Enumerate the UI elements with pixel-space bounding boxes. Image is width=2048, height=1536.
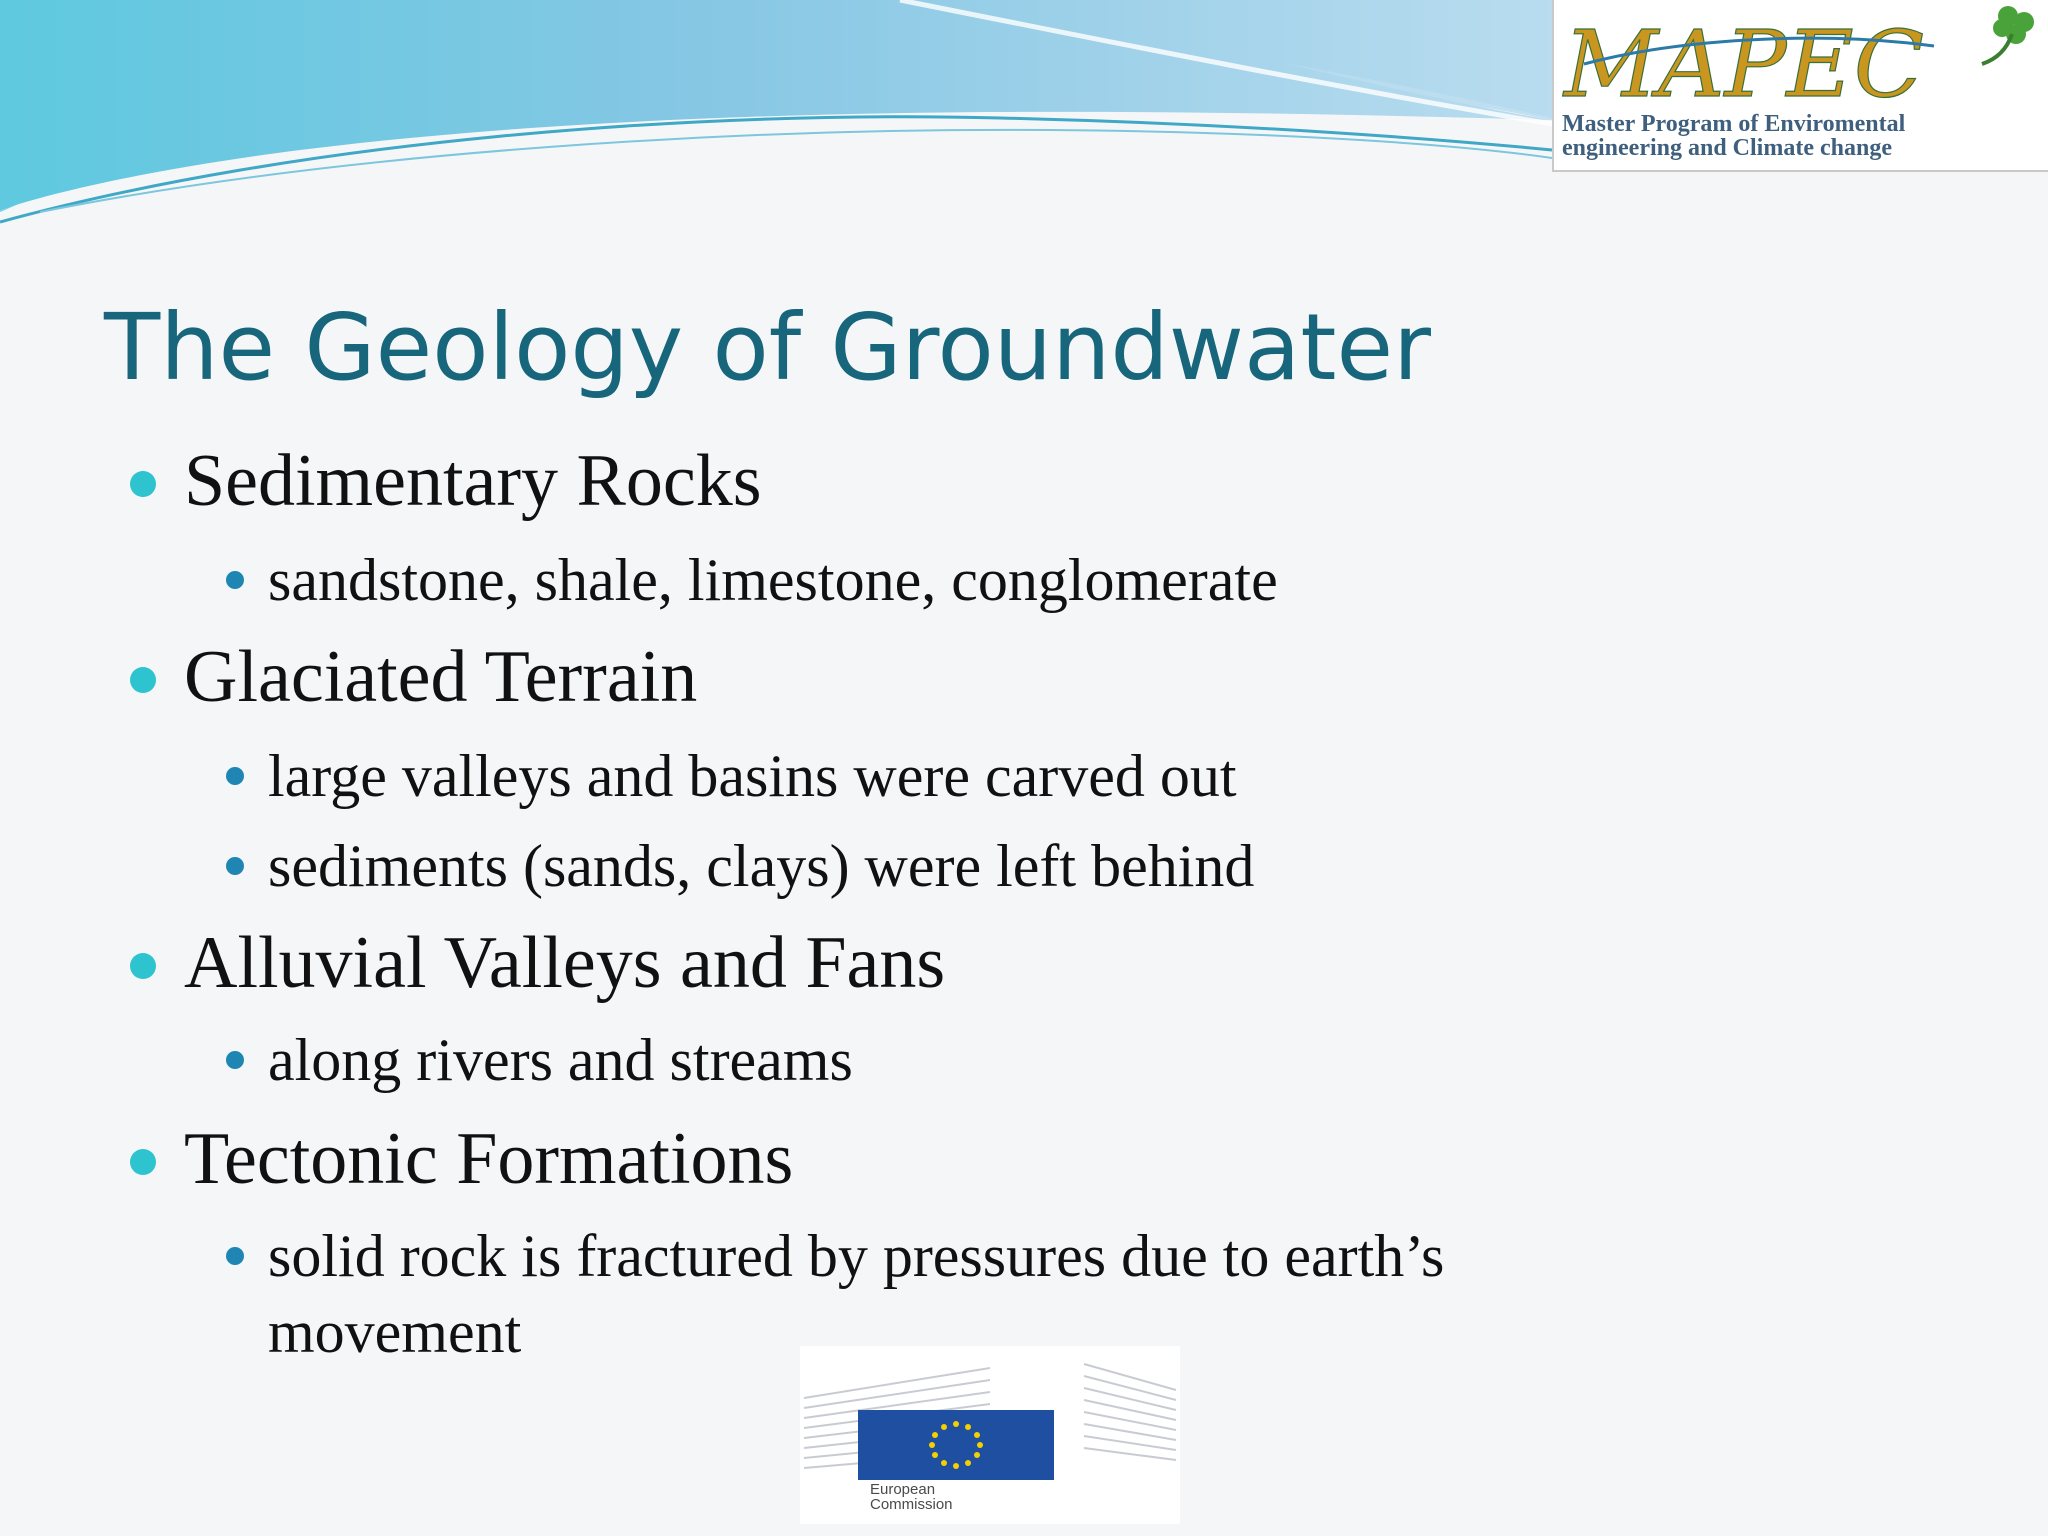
bullet-dot-icon <box>130 1149 156 1175</box>
bullet-text: along rivers and streams <box>268 1027 853 1093</box>
sub-bullet-rivers-streams <box>268 1022 853 1098</box>
bullet-glaciated-terrain <box>184 634 697 720</box>
bullet-text: Alluvial Valleys and Fans <box>184 922 946 1004</box>
bullet-dot-icon <box>130 471 156 497</box>
bullet-dot-icon <box>130 953 156 979</box>
bullet-text: Tectonic Formations <box>184 1118 794 1200</box>
bullet-dot-icon <box>226 1051 244 1069</box>
sub-bullet-sedimentary-examples <box>268 542 1278 618</box>
bullet-text: solid rock is fractured by pressures due to earth’s <box>268 1223 1445 1289</box>
bullet-text: large valleys and basins were carved out <box>268 743 1237 809</box>
mapec-wordmark-text: MAPEC <box>1564 11 1925 112</box>
bullet-text: Sedimentary Rocks <box>184 440 762 522</box>
mapec-subtitle <box>1562 112 2042 160</box>
ec-wordmark <box>870 1482 1020 1512</box>
european-commission-logo <box>800 1346 1180 1524</box>
mapec-logo <box>1552 0 2048 172</box>
mapec-subtitle-line2: engineering and Climate change <box>1562 135 1892 161</box>
sub-bullet-fractured-rock <box>268 1218 1444 1294</box>
sub-bullet-fractured-rock-continued <box>268 1294 521 1370</box>
eu-flag-icon <box>858 1410 1054 1480</box>
bullet-dot-icon <box>226 571 244 589</box>
sub-bullet-valleys-carved <box>268 738 1237 814</box>
bullet-alluvial-valleys <box>184 920 945 1006</box>
bullet-dot-icon <box>226 857 244 875</box>
bullet-sedimentary-rocks <box>184 438 762 524</box>
bullet-tectonic-formations <box>184 1116 793 1202</box>
bullet-text: movement <box>268 1299 522 1365</box>
sub-bullet-sediments-left <box>268 828 1254 904</box>
mapec-subtitle-line1: Master Program of Enviromental <box>1562 111 1906 137</box>
ec-wordmark-line1: European <box>870 1481 936 1498</box>
clover-icon <box>1982 6 2034 64</box>
ec-wordmark-line2: Commission <box>870 1496 953 1513</box>
bullet-dot-icon <box>226 1247 244 1265</box>
bullet-dot-icon <box>226 767 244 785</box>
bullet-text: sediments (sands, clays) were left behind <box>268 833 1255 899</box>
slide-title: The Geology of Groundwater <box>104 294 1431 401</box>
mapec-wordmark <box>1554 0 2048 112</box>
bullet-text: sandstone, shale, limestone, conglomerate <box>268 547 1278 613</box>
bullet-dot-icon <box>130 667 156 693</box>
bullet-text: Glaciated Terrain <box>184 636 698 718</box>
